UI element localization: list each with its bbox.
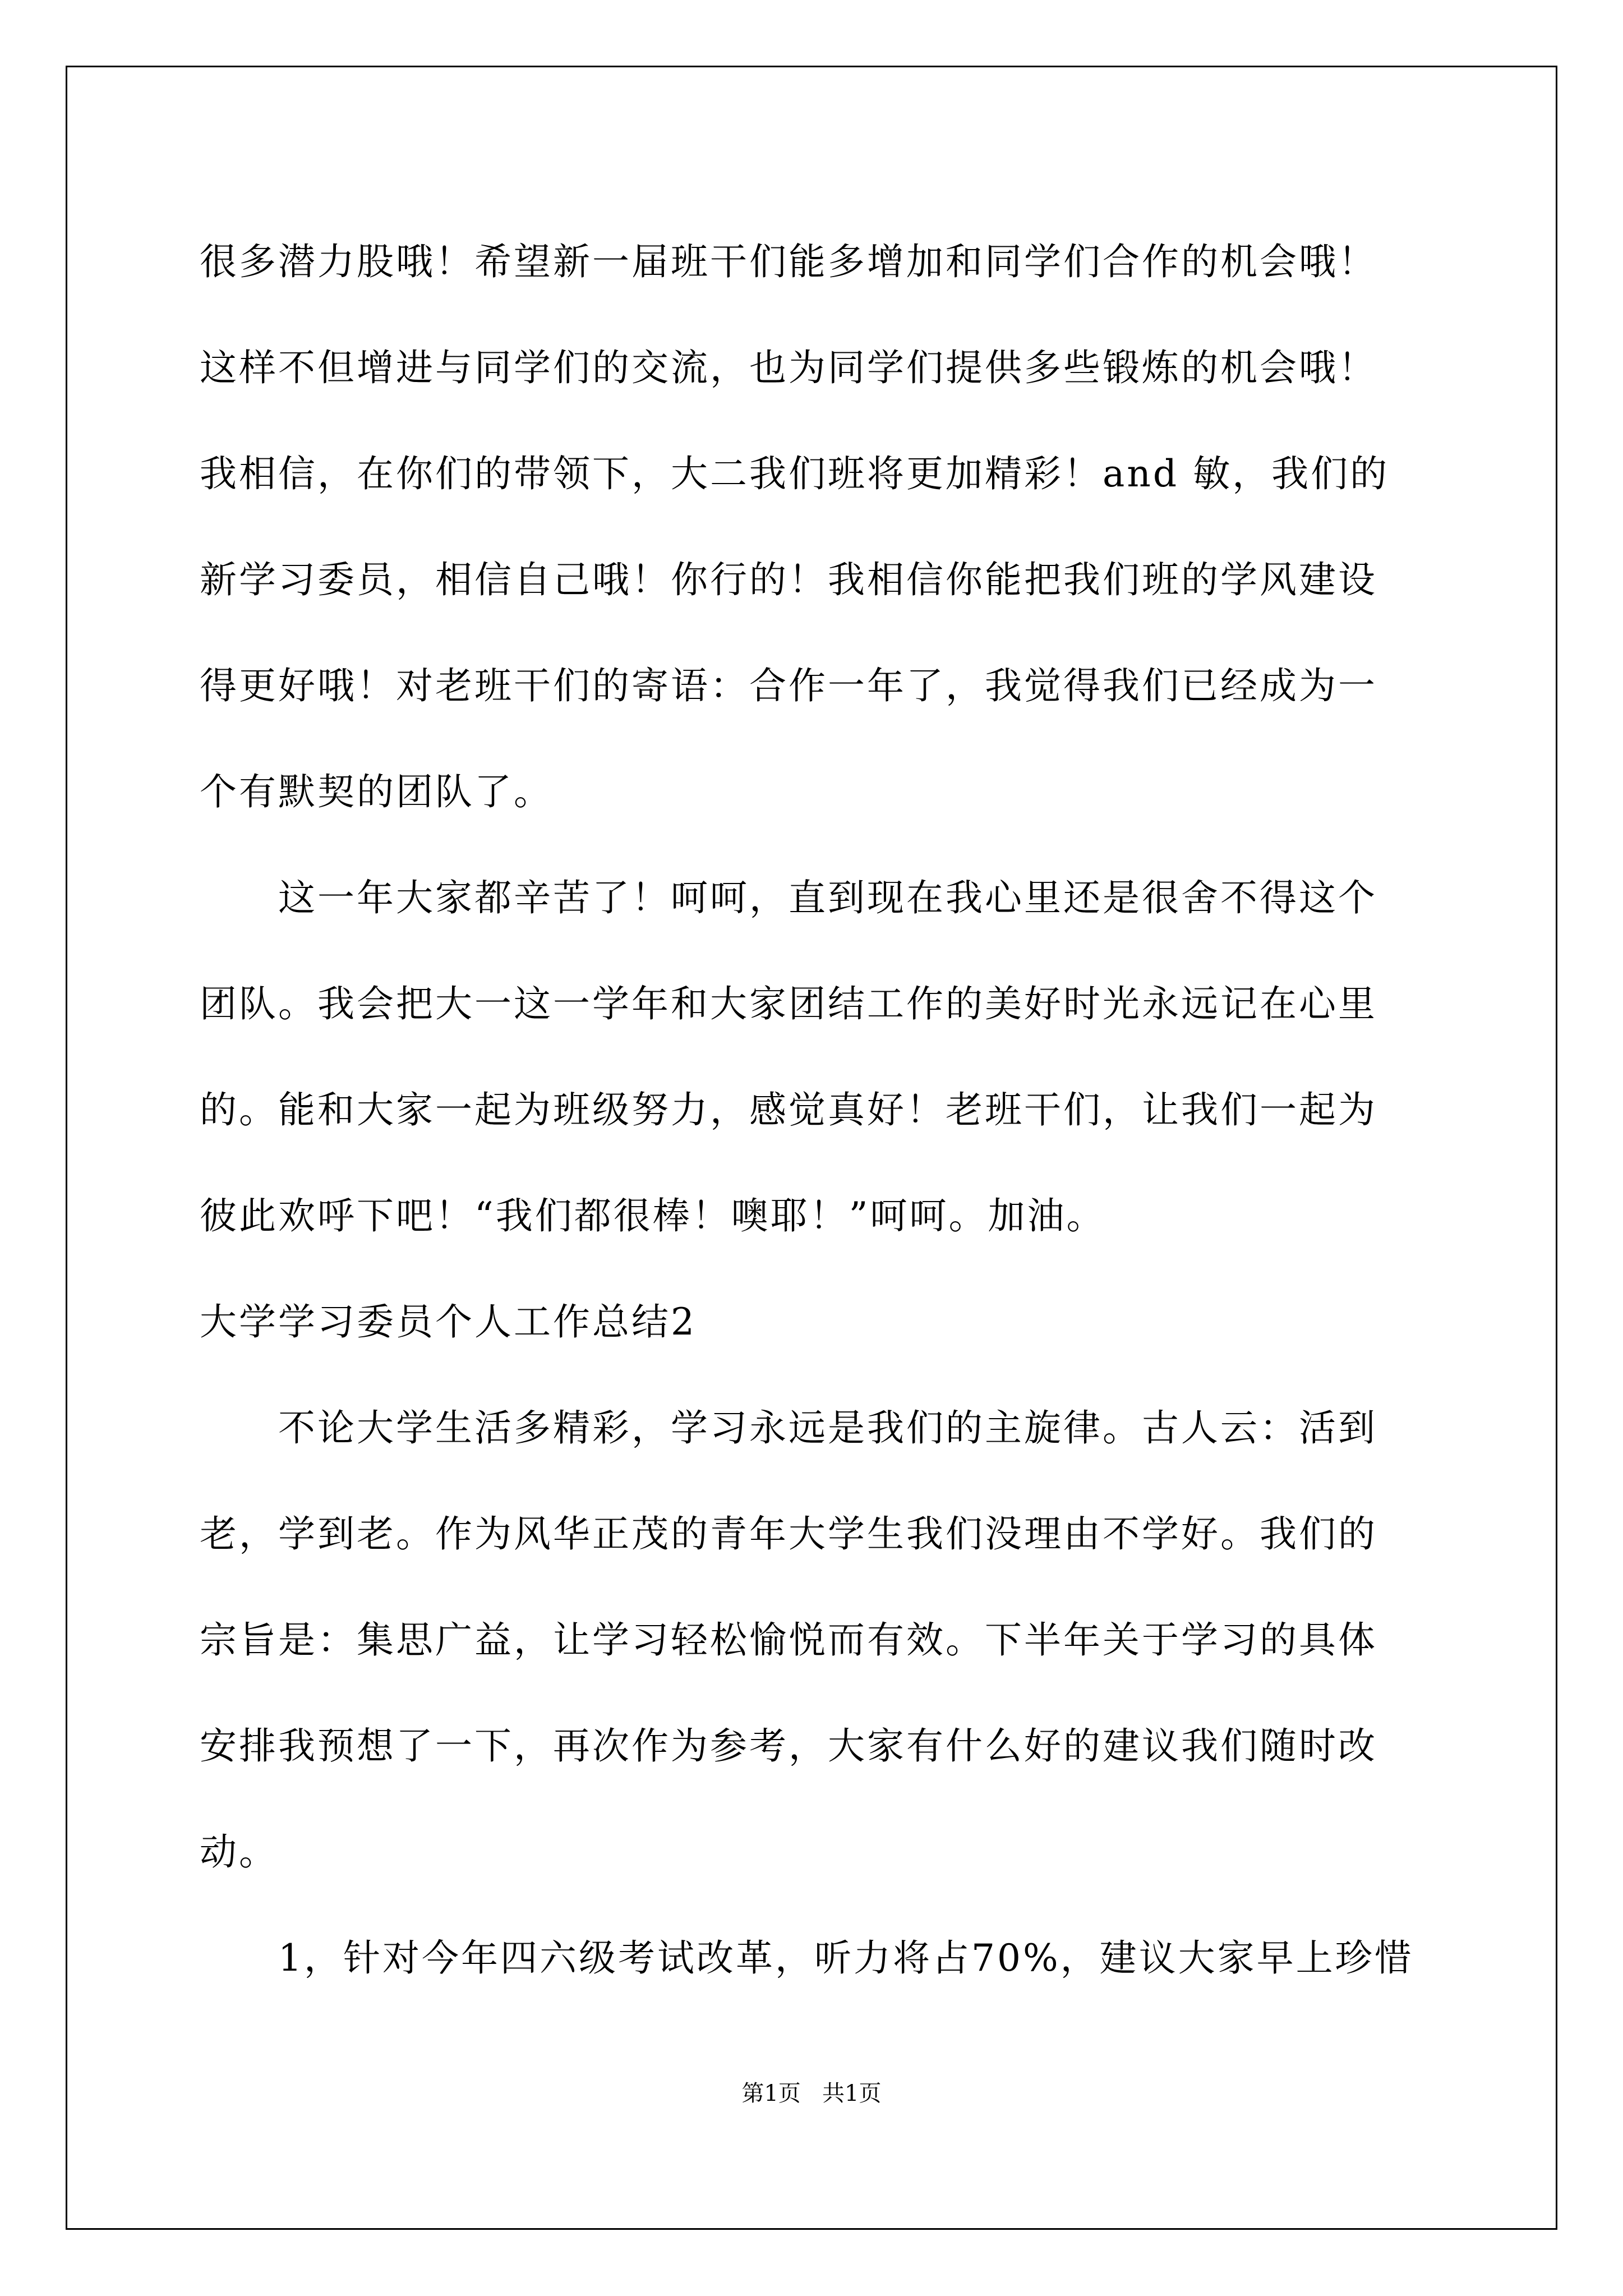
text-line: 安排我预想了一下，再次作为参考，大家有什么好的建议我们随时改 xyxy=(200,1724,1377,1768)
text-line: 个有默契的团队了。 xyxy=(200,770,553,813)
text-line: 团队。我会把大一这一学年和大家团结工作的美好时光永远记在心里 xyxy=(200,982,1377,1025)
text-line: 不论大学生活多精彩，学习永远是我们的主旋律。古人云：活到 xyxy=(278,1406,1377,1450)
text-line: 彼此欢呼下吧！“我们都很棒！噢耶！”呵呵。加油。 xyxy=(200,1194,1106,1237)
text-line: 得更好哦！对老班干们的寄语：合作一年了，我觉得我们已经成为一 xyxy=(200,664,1377,707)
text-line: 新学习委员，相信自己哦！你行的！我相信你能把我们班的学风建设 xyxy=(200,558,1377,601)
text-line: 这样不但增进与同学们的交流，也为同学们提供多些锻炼的机会哦！ xyxy=(200,346,1377,389)
document-body xyxy=(200,209,1433,2011)
text-line: 我相信，在你们的带领下，大二我们班将更加精彩！and 敏，我们的 xyxy=(200,452,1390,495)
text-line: 1，针对今年四六级考试改革，听力将占70%，建议大家早上珍惜 xyxy=(278,1936,1414,1980)
section-heading: 大学学习委员个人工作总结2 xyxy=(200,1300,697,1343)
text-line: 宗旨是：集思广益，让学习轻松愉悦而有效。下半年关于学习的具体 xyxy=(200,1618,1377,1662)
text-line: 很多潜力股哦！希望新一届班干们能多增加和同学们合作的机会哦！ xyxy=(200,240,1377,283)
page-footer: 第1页 共1页 xyxy=(741,2081,882,2106)
text-line: 这一年大家都辛苦了！呵呵，直到现在我心里还是很舍不得这个 xyxy=(278,876,1377,919)
text-line: 老，学到老。作为风华正茂的青年大学生我们没理由不学好。我们的 xyxy=(200,1512,1377,1556)
text-line: 动。 xyxy=(200,1830,278,1874)
text-line: 的。能和大家一起为班级努力，感觉真好！老班干们，让我们一起为 xyxy=(200,1088,1377,1131)
